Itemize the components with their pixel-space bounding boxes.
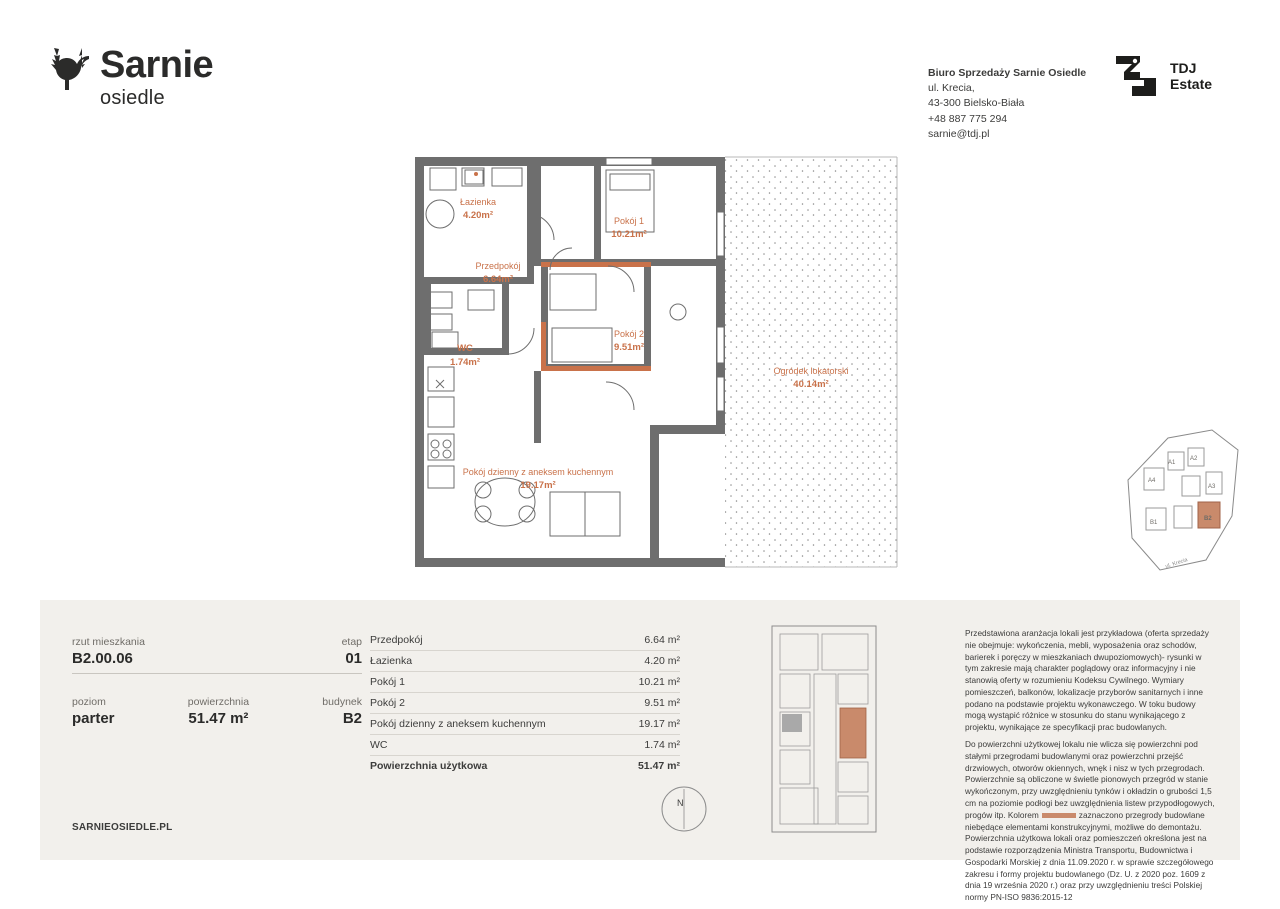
sitemap-label-a2: A2: [1190, 456, 1198, 462]
sitemap-street-label: ul. Krecia: [1164, 557, 1189, 570]
row-value: 6.64 m²: [644, 634, 680, 646]
row-value: 4.20 m²: [644, 655, 680, 667]
row-value: 1.74 m²: [644, 739, 680, 751]
tdj-logo-icon: [1110, 52, 1162, 100]
note-paragraph-2: Do powierzchni użytkowej lokalu nie wlicza się powierzchni pod stałymi przegrodami budowlanymi oraz powierzchni przejść drzwiowych, otworów okiennych, wnęk i nisz w tych przegrodach. Powierzchnie są obliczone w świetle pionowych przegród w stanie wykończonym, przy uwzględnieniu tynków i okładzin o grubości 1,5 cm na poziomie podłogi bez uwzględnienia listew przypodłogowych, progów itp. Kolorem: [965, 739, 1215, 820]
compass-north-label: N: [677, 798, 684, 808]
level-label: poziom: [72, 696, 106, 708]
room-name-pokoj1: Pokój 1: [613, 216, 645, 226]
room-name-ogrodek: Ogródek lokatorski: [773, 366, 849, 376]
stage-value: 01: [345, 650, 362, 667]
room-area-salon: 19.17m²: [520, 480, 556, 491]
room-area-przedpokoj: 6.64m²: [482, 274, 514, 285]
room-area-wc: 1.74m²: [449, 357, 481, 368]
row-name: Przedpokój: [370, 634, 423, 646]
contact-city: 43-300 Bielsko-Biała: [928, 97, 1025, 110]
summary-block: [72, 636, 362, 727]
areas-table: [370, 630, 680, 776]
kitchen-fixtures: [428, 367, 454, 488]
legal-notes: [965, 628, 1215, 909]
area-label: powierzchnia: [187, 696, 250, 708]
sitemap-label-a1: A1: [1168, 460, 1176, 466]
contact-title: Biuro Sprzedaży Sarnie Osiedle: [928, 67, 1087, 79]
room-area-lazienka: 4.20m²: [462, 210, 494, 221]
contact-email[interactable]: sarnie@tdj.pl: [928, 127, 990, 140]
table-row: [370, 630, 680, 651]
brand-logo: [48, 46, 213, 108]
color-swatch: [1042, 813, 1076, 818]
sitemap-label-a3: A3: [1208, 484, 1216, 490]
keyplan-neighbour: [782, 714, 802, 732]
building-label: budynek: [322, 696, 362, 708]
contact-phone: +48 887 775 294: [928, 112, 1008, 125]
note-paragraph-2b: zaznaczono przegrody budowlane niebędące elementami konstrukcyjnymi, możliwe do demontażu. Powierzchnia użytkowa lokali oraz pomieszczeń określona jest na podstawie rozporządzenia Ministra Transportu, Budownictwa i Gospodarki Morskiej z dnia 11.09.2020 r. w sprawie szczegółowego zakresu i formy projektu budowlanego (Dz. U. z 2020 poz. 1609 z dnia 19 września 2020 r.) oraz przy uwzględnieniu treści Polskiej normy PN-ISO 9836:2015-12: [965, 809, 1214, 903]
row-name: Łazienka: [370, 655, 413, 667]
room-name-lazienka: Łazienka: [459, 197, 497, 207]
table-row: [370, 672, 680, 693]
area-value: 51.47 m²: [188, 710, 249, 727]
contact-street: ul. Krecia,: [928, 82, 975, 95]
table-row: [370, 651, 680, 672]
row-name: Pokój 2: [370, 697, 406, 709]
level-value: parter: [72, 710, 115, 727]
row-name: Pokój dzienny z aneksem kuchennym: [370, 718, 546, 730]
deer-icon: [48, 46, 90, 92]
website-url[interactable]: SARNIEOSIEDLE.PL: [72, 822, 173, 833]
floor-plan: [410, 152, 910, 577]
table-row: [370, 714, 680, 735]
garden-area: [725, 157, 897, 567]
compass: [660, 785, 708, 833]
developer-line2: Estate: [1170, 76, 1213, 92]
note-paragraph-1: Przedstawiona aranżacja lokali jest przykładowa (oferta sprzedaży nie obejmuje: wykończenia, mebli, wyposażenia oraz schodów, barierek i poręczy w mieszkaniach dwupoziomowych)- rysunki w tym zakresie mają charakter poglądowy oraz informacyjny i nie stanowią oferty w rozumieniu Kodeksu Cywilnego. Wymiary pomieszczeń, balkonów, lokalizacje przyborów sanitarnych i inne podano na podstawie projektu wykonawczego. W toku budowy mogą wystąpić różnice w stosunku do stanu wynikającego z projektu, wynikające ze specyfikacji prac budowlanych.: [965, 628, 1209, 733]
apartment-label: rzut mieszkania: [72, 636, 145, 648]
sitemap-label-a4: A4: [1148, 478, 1156, 484]
room-name-pokoj2: Pokój 2: [613, 329, 645, 339]
sitemap-label-b2: B2: [1204, 516, 1212, 522]
table-row: [370, 693, 680, 714]
stage-label: etap: [341, 636, 362, 648]
table-row-total: [370, 756, 680, 776]
developer-line1: TDJ: [1170, 59, 1197, 76]
brand-name: Sarnie: [100, 44, 214, 86]
row-name: Powierzchnia użytkowa: [370, 760, 488, 772]
room-area-ogrodek: 40.14m²: [793, 379, 829, 390]
building-value: B2: [342, 710, 362, 727]
wc-fixtures: [430, 290, 494, 348]
page-header: [0, 0, 1280, 150]
row-value: 19.17 m²: [638, 718, 680, 730]
room-name-wc: WC: [457, 343, 473, 354]
doors: [508, 214, 634, 410]
info-panel: [40, 600, 1240, 903]
row-name: WC: [370, 739, 388, 751]
apartment-value: B2.00.06: [72, 650, 133, 667]
room-area-pokoj2: 9.51m²: [613, 342, 645, 353]
row-value: 10.21 m²: [638, 676, 680, 688]
highlighted-building: [1198, 502, 1220, 528]
room-area-pokoj1: 10.21m²: [611, 229, 647, 240]
brand-subtitle: osiedle: [100, 87, 165, 109]
keyplan-highlight: [840, 708, 866, 758]
row-value: 9.51 m²: [644, 697, 680, 709]
room-name-przedpokoj: Przedpokój: [475, 261, 521, 271]
row-value: 51.47 m²: [637, 760, 680, 772]
developer-logo: [1110, 52, 1212, 100]
sitemap-label-b1: B1: [1150, 520, 1158, 526]
room-name-salon: Pokój dzienny z aneksem kuchennym: [462, 467, 614, 477]
site-map: [1120, 420, 1250, 590]
row-name: Pokój 1: [370, 676, 406, 688]
table-row: [370, 735, 680, 756]
contact-block: [928, 66, 1086, 142]
key-plan: [760, 622, 890, 837]
windows: [606, 158, 724, 411]
